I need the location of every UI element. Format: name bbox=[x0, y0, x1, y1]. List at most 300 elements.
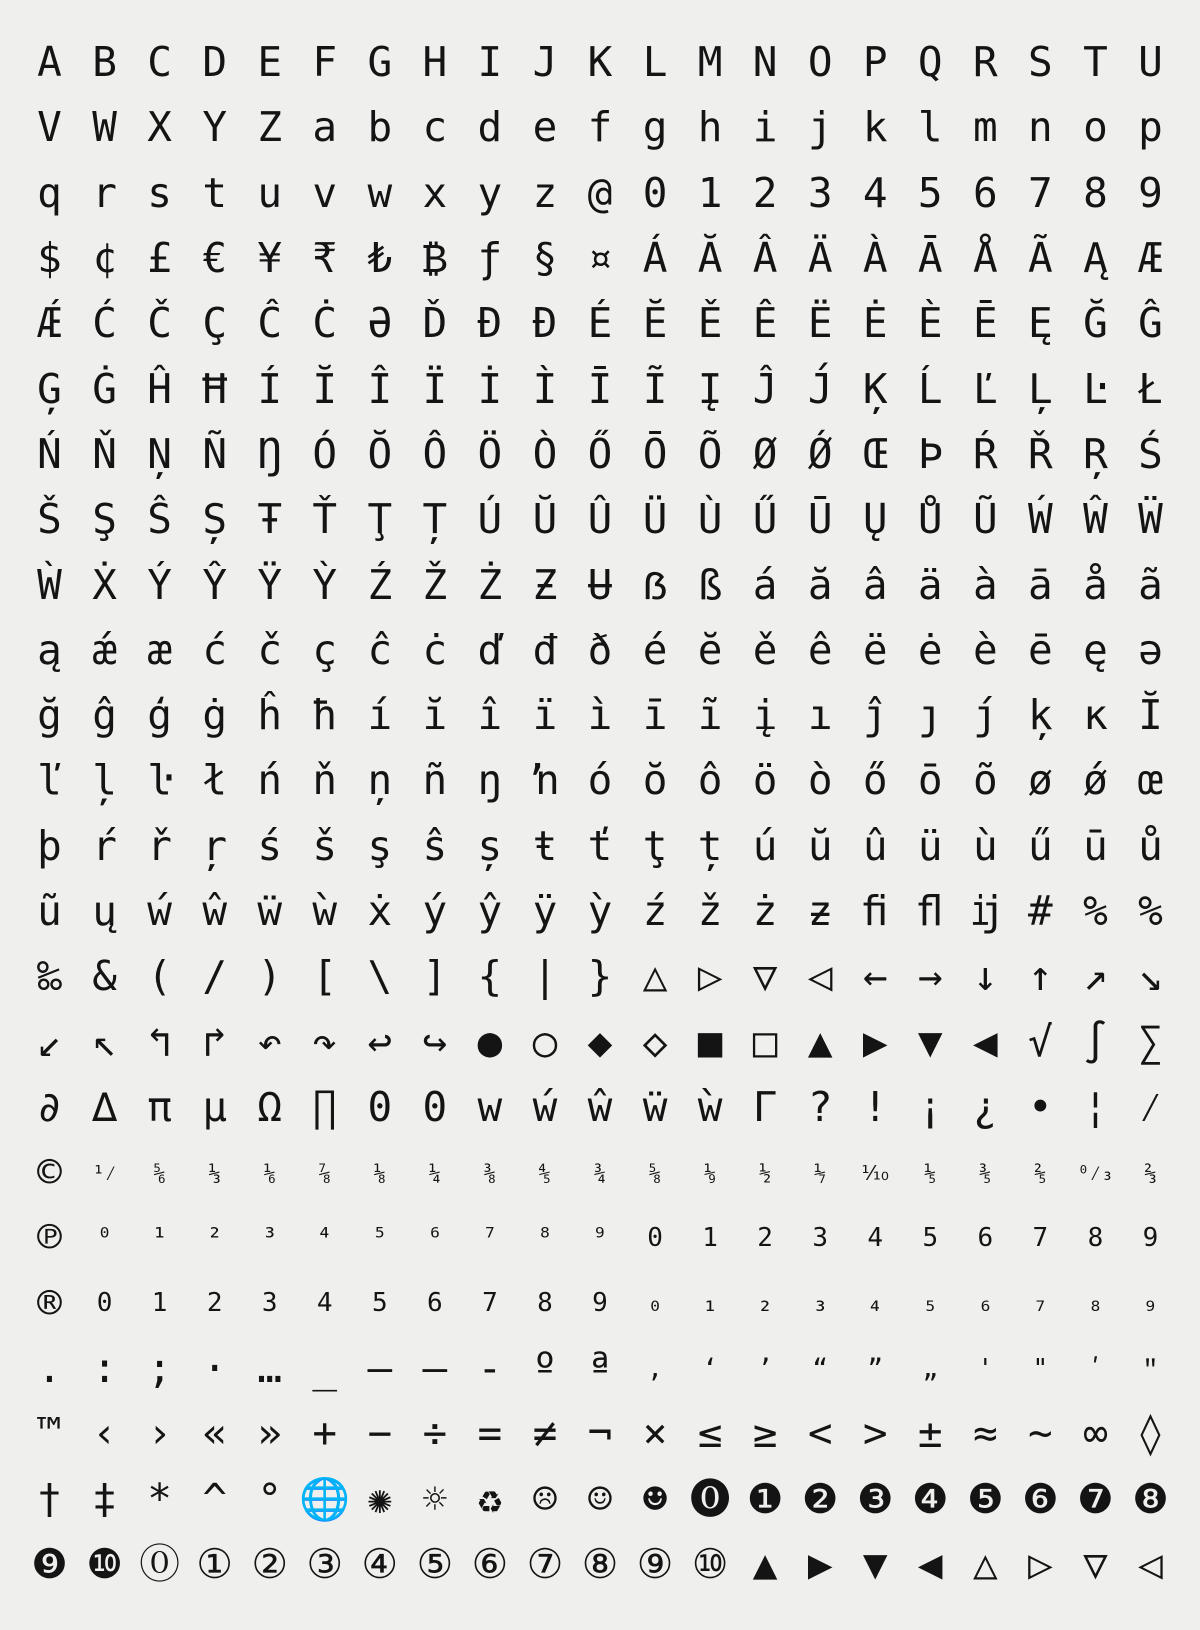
glyph-cell: € bbox=[202, 234, 227, 283]
glyph-cell: ǽ bbox=[92, 625, 117, 674]
glyph-cell: ❻ bbox=[1021, 1474, 1059, 1523]
glyph-cell: Å bbox=[972, 234, 998, 283]
glyph-cell: ô bbox=[697, 756, 723, 805]
glyph-cell: ℗ bbox=[37, 1213, 62, 1262]
glyph-cell: ﬂ bbox=[917, 887, 943, 935]
glyph-cell: ∏ bbox=[312, 1082, 338, 1131]
glyph-cell: ə bbox=[1138, 625, 1163, 674]
glyph-cell: k bbox=[862, 103, 888, 152]
glyph-cell: ♻ bbox=[477, 1474, 503, 1523]
glyph-cell: ₆ bbox=[977, 1288, 994, 1319]
glyph-cell: Ë bbox=[807, 299, 833, 348]
glyph-cell: å bbox=[1083, 560, 1108, 609]
glyph-cell: ů bbox=[1138, 821, 1163, 870]
glyph-cell: • bbox=[1028, 1082, 1053, 1131]
glyph-cell: ë bbox=[862, 625, 888, 674]
glyph-cell: Ų bbox=[862, 495, 888, 544]
glyph-cell: £ bbox=[147, 234, 172, 283]
glyph-cell: $ bbox=[37, 234, 62, 283]
glyph-cell: Ț bbox=[422, 495, 448, 544]
glyph-cell: ◁ bbox=[807, 952, 833, 1001]
glyph-cell: 0 bbox=[96, 1288, 113, 1319]
glyph-cell: ĭ bbox=[422, 691, 448, 740]
glyph-cell: Ū bbox=[807, 495, 833, 544]
glyph-cell: 9 bbox=[1142, 1222, 1159, 1253]
glyph-cell: U bbox=[1138, 38, 1163, 87]
glyph-cell: ± bbox=[917, 1409, 943, 1458]
glyph-cell: ↶ bbox=[257, 1017, 283, 1066]
glyph-cell: Ö bbox=[477, 429, 503, 478]
glyph-cell: î bbox=[477, 691, 503, 740]
glyph-cell: ■ bbox=[697, 1017, 723, 1066]
glyph-cell: Þ bbox=[917, 429, 943, 478]
glyph-cell: : bbox=[92, 1344, 117, 1393]
glyph-cell: Ğ bbox=[1083, 299, 1108, 348]
glyph-cell: ~ bbox=[1028, 1409, 1053, 1458]
glyph-cell: Ș bbox=[202, 495, 227, 544]
glyph-cell: Ħ bbox=[202, 364, 227, 413]
glyph-cell: Ĭ bbox=[1138, 691, 1163, 740]
glyph-cell: Â bbox=[752, 234, 778, 283]
glyph-cell: g bbox=[642, 103, 668, 152]
glyph-cell: h bbox=[697, 103, 723, 152]
glyph-cell: ŕ bbox=[92, 821, 117, 870]
glyph-cell: ← bbox=[862, 952, 888, 1001]
glyph-cell: 3 bbox=[261, 1288, 278, 1319]
glyph-cell: ▲ bbox=[752, 1539, 778, 1588]
glyph-cell: ļ bbox=[92, 756, 117, 805]
glyph-cell: { bbox=[477, 952, 503, 1001]
glyph-cell: ( bbox=[147, 952, 172, 1001]
glyph-cell: Ĺ bbox=[917, 364, 943, 413]
glyph-cell: ņ bbox=[367, 756, 393, 805]
glyph-cell: √ bbox=[1028, 1017, 1053, 1066]
glyph-cell: É bbox=[587, 299, 613, 348]
glyph-cell: ß bbox=[697, 560, 723, 609]
glyph-cell: ŉ bbox=[532, 756, 558, 805]
glyph-cell: ﬁ bbox=[862, 887, 888, 935]
glyph-cell: 6 bbox=[427, 1288, 443, 1319]
glyph-cell: E bbox=[257, 38, 283, 87]
glyph-cell: ŵ bbox=[587, 1082, 613, 1131]
glyph-cell: Ł bbox=[1138, 364, 1163, 413]
glyph-cell: ť bbox=[587, 821, 613, 870]
glyph-cell: ÷ bbox=[422, 1409, 448, 1458]
glyph-cell: _ bbox=[312, 1344, 338, 1393]
glyph-cell: 4 bbox=[316, 1288, 333, 1319]
glyph-cell: Z bbox=[257, 103, 283, 152]
glyph-cell: Ŕ bbox=[972, 429, 998, 478]
glyph-cell: ⓪ bbox=[139, 1539, 181, 1588]
glyph-cell: ! bbox=[862, 1082, 888, 1131]
glyph-cell: ↗ bbox=[1083, 952, 1108, 1001]
glyph-cell: ‰ bbox=[37, 952, 62, 1001]
glyph-cell: ○ bbox=[532, 1017, 558, 1066]
glyph-cell: ⓿ bbox=[689, 1474, 731, 1523]
glyph-cell: ĕ bbox=[697, 625, 723, 674]
glyph-cell: ù bbox=[972, 821, 998, 870]
glyph-cell: ǿ bbox=[1083, 756, 1108, 805]
glyph-cell: Ä bbox=[807, 234, 833, 283]
glyph-cell: Ñ bbox=[202, 429, 227, 478]
glyph-cell: V bbox=[37, 103, 62, 152]
glyph-cell: ⁶ bbox=[427, 1222, 443, 1253]
glyph-cell: ø bbox=[1028, 756, 1053, 805]
glyph-cell: ] bbox=[422, 952, 448, 1001]
glyph-cell: I bbox=[477, 38, 503, 87]
glyph-cell: Ę bbox=[1028, 299, 1053, 348]
glyph-cell: Ç bbox=[202, 299, 227, 348]
glyph-cell: Ċ bbox=[312, 299, 338, 348]
glyph-cell: ķ bbox=[1028, 691, 1053, 740]
glyph-cell: Ż bbox=[477, 560, 503, 609]
glyph-cell: 8 bbox=[537, 1288, 553, 1319]
glyph-cell: 5 bbox=[922, 1222, 939, 1253]
glyph-cell: ‹ bbox=[92, 1409, 117, 1458]
glyph-cell: ⅕ bbox=[924, 1160, 937, 1185]
glyph-cell: Ẁ bbox=[37, 560, 62, 609]
glyph-cell: ń bbox=[257, 756, 283, 805]
glyph-cell: ⁵ bbox=[371, 1222, 388, 1253]
glyph-cell: ↩ bbox=[367, 1017, 393, 1066]
glyph-cell: ẅ bbox=[642, 1082, 668, 1131]
glyph-cell: Ẋ bbox=[92, 560, 117, 609]
glyph-cell: — bbox=[422, 1344, 448, 1393]
glyph-cell: ≠ bbox=[532, 1409, 558, 1458]
glyph-cell: @ bbox=[587, 168, 613, 217]
glyph-cell: ₺ bbox=[367, 234, 393, 283]
glyph-cell: ₂ bbox=[757, 1288, 773, 1319]
glyph-cell: ā bbox=[1028, 560, 1053, 609]
glyph-cell: Ÿ bbox=[257, 560, 283, 609]
glyph-cell: ▼ bbox=[862, 1539, 888, 1588]
glyph-cell: ◆ bbox=[587, 1017, 613, 1066]
glyph-cell: ⑧ bbox=[581, 1539, 619, 1588]
glyph-cell: ³ bbox=[261, 1222, 278, 1253]
glyph-cell: Ù bbox=[697, 495, 723, 544]
glyph-cell: Ẅ bbox=[1138, 495, 1163, 544]
glyph-cell: ẋ bbox=[367, 887, 393, 935]
glyph-cell: ¥ bbox=[257, 234, 283, 283]
glyph-cell: ẃ bbox=[532, 1082, 558, 1131]
glyph-cell: ä bbox=[917, 560, 943, 609]
glyph-cell: ⅞ bbox=[318, 1160, 331, 1185]
glyph-cell: ❾ bbox=[31, 1539, 68, 1588]
glyph-cell: O bbox=[807, 38, 833, 87]
glyph-cell: „ bbox=[922, 1353, 939, 1384]
glyph-specimen-grid bbox=[22, 30, 1178, 1597]
glyph-cell: ¢ bbox=[92, 234, 117, 283]
glyph-cell: › bbox=[147, 1409, 172, 1458]
glyph-cell: ∆ bbox=[92, 1082, 117, 1131]
glyph-cell: 8 bbox=[1087, 1222, 1104, 1253]
glyph-cell: + bbox=[312, 1409, 338, 1458]
glyph-cell: ◀ bbox=[917, 1539, 943, 1588]
glyph-cell: K bbox=[587, 38, 613, 87]
glyph-cell: ç bbox=[312, 625, 338, 674]
glyph-cell: ü bbox=[917, 821, 943, 870]
glyph-cell: ☼ bbox=[422, 1474, 448, 1523]
glyph-cell: ĸ bbox=[1083, 691, 1108, 740]
glyph-cell: ŭ bbox=[807, 821, 833, 870]
glyph-cell: ₀ bbox=[647, 1288, 663, 1319]
glyph-cell: 0 bbox=[647, 1222, 663, 1253]
glyph-cell: > bbox=[862, 1409, 888, 1458]
glyph-cell: ʹ bbox=[1087, 1353, 1104, 1384]
glyph-cell: ∂ bbox=[37, 1082, 62, 1131]
glyph-cell: Ő bbox=[587, 429, 613, 478]
glyph-cell: 1 bbox=[697, 168, 723, 217]
glyph-cell: ř bbox=[147, 821, 172, 870]
glyph-cell: ⁄ bbox=[1138, 1082, 1163, 1131]
glyph-cell: ⁷ bbox=[482, 1222, 498, 1253]
glyph-cell: ④ bbox=[361, 1539, 399, 1588]
glyph-cell: ¦ bbox=[1083, 1082, 1108, 1131]
glyph-cell: Ĩ bbox=[642, 364, 668, 413]
glyph-cell: ľ bbox=[37, 756, 62, 805]
glyph-cell: Ă bbox=[697, 234, 723, 283]
glyph-cell: ć bbox=[202, 625, 227, 674]
glyph-cell: ⅗ bbox=[979, 1160, 992, 1185]
glyph-cell: Ć bbox=[92, 299, 117, 348]
glyph-cell: Õ bbox=[697, 429, 723, 478]
glyph-cell: } bbox=[587, 952, 613, 1001]
glyph-cell: 4 bbox=[867, 1222, 884, 1253]
glyph-cell: o bbox=[1083, 103, 1108, 152]
glyph-cell: ĉ bbox=[367, 625, 393, 674]
glyph-cell: → bbox=[917, 952, 943, 1001]
glyph-cell: ð bbox=[587, 625, 613, 674]
glyph-cell: â bbox=[862, 560, 888, 609]
glyph-cell: N bbox=[752, 38, 778, 87]
glyph-cell: W bbox=[92, 103, 117, 152]
glyph-cell: X bbox=[147, 103, 172, 152]
glyph-cell: G bbox=[367, 38, 393, 87]
glyph-cell: ű bbox=[1028, 821, 1053, 870]
glyph-cell: ✺ bbox=[367, 1474, 393, 1523]
glyph-cell: Ŀ bbox=[1083, 364, 1108, 413]
glyph-cell: ▽ bbox=[752, 952, 778, 1001]
glyph-cell: 3 bbox=[812, 1222, 828, 1253]
glyph-cell: Ø bbox=[752, 429, 778, 478]
glyph-cell: Q bbox=[917, 38, 943, 87]
glyph-cell: ∑ bbox=[1138, 1017, 1163, 1066]
glyph-cell: s bbox=[147, 168, 172, 217]
glyph-cell: Ü bbox=[642, 495, 668, 544]
glyph-cell: ĝ bbox=[92, 691, 117, 740]
glyph-cell: Ē bbox=[972, 299, 998, 348]
glyph-cell: ❽ bbox=[1132, 1474, 1169, 1523]
glyph-cell: ⁰⁄₃ bbox=[1077, 1160, 1114, 1185]
glyph-cell: ₉ bbox=[1142, 1288, 1159, 1319]
glyph-cell: ŵ bbox=[202, 887, 227, 935]
glyph-cell: J bbox=[532, 38, 558, 87]
glyph-cell: ◇ bbox=[642, 1017, 668, 1066]
glyph-cell: % bbox=[1138, 887, 1163, 935]
glyph-cell: ◊ bbox=[1138, 1409, 1163, 1458]
glyph-cell: Ľ bbox=[972, 364, 998, 413]
glyph-cell: T bbox=[1083, 38, 1108, 87]
glyph-cell: Ļ bbox=[1028, 364, 1053, 413]
glyph-cell: B bbox=[92, 38, 117, 87]
glyph-cell: 2 bbox=[206, 1288, 223, 1319]
glyph-cell: ↪ bbox=[422, 1017, 448, 1066]
glyph-cell: Ï bbox=[422, 364, 448, 413]
glyph-cell: / bbox=[202, 952, 227, 1001]
glyph-cell: L bbox=[642, 38, 668, 87]
glyph-cell: Ĉ bbox=[257, 299, 283, 348]
glyph-cell: ȷ́ bbox=[972, 691, 998, 740]
glyph-cell: é bbox=[642, 625, 668, 674]
glyph-cell: 5 bbox=[917, 168, 943, 217]
glyph-cell: ź bbox=[642, 887, 668, 935]
glyph-cell: i bbox=[752, 103, 778, 152]
glyph-cell: 1 bbox=[151, 1288, 168, 1319]
glyph-cell: ) bbox=[257, 952, 283, 1001]
glyph-cell: ĳ bbox=[972, 887, 998, 935]
glyph-cell: đ bbox=[532, 625, 558, 674]
glyph-cell: ❺ bbox=[966, 1474, 1004, 1523]
glyph-cell: ③ bbox=[306, 1539, 344, 1588]
glyph-cell: ẅ bbox=[257, 887, 283, 935]
glyph-cell: ↓ bbox=[972, 952, 998, 1001]
glyph-cell: ŷ bbox=[477, 887, 503, 935]
glyph-cell: ī bbox=[642, 691, 668, 740]
glyph-cell: A bbox=[37, 38, 62, 87]
glyph-cell: č bbox=[257, 625, 283, 674]
glyph-cell: ⅐ bbox=[814, 1160, 827, 1185]
glyph-cell: º bbox=[532, 1344, 558, 1393]
glyph-cell: ❷ bbox=[801, 1474, 839, 1523]
glyph-cell: 2 bbox=[752, 168, 778, 217]
glyph-cell: ⁰ bbox=[96, 1222, 113, 1253]
glyph-cell: · bbox=[202, 1344, 227, 1393]
glyph-cell: ŝ bbox=[422, 821, 448, 870]
glyph-cell: Ə bbox=[367, 299, 393, 348]
glyph-cell: ₄ bbox=[867, 1288, 884, 1319]
glyph-cell: ▽ bbox=[1083, 1539, 1108, 1588]
glyph-cell: þ bbox=[37, 821, 62, 870]
glyph-cell: × bbox=[642, 1409, 668, 1458]
glyph-cell: ⅖ bbox=[1034, 1160, 1047, 1185]
glyph-cell: ▼ bbox=[917, 1017, 943, 1066]
glyph-cell: , bbox=[647, 1353, 663, 1384]
glyph-cell: ↙ bbox=[37, 1017, 62, 1066]
glyph-cell: Ť bbox=[312, 495, 338, 544]
glyph-cell: ☻ bbox=[642, 1474, 668, 1523]
glyph-cell: ▶ bbox=[807, 1539, 833, 1588]
glyph-cell: ⑦ bbox=[526, 1539, 564, 1588]
glyph-cell: 7 bbox=[482, 1288, 498, 1319]
glyph-cell: ₁ bbox=[702, 1288, 718, 1319]
glyph-cell: ē bbox=[1028, 625, 1053, 674]
glyph-cell: ž bbox=[697, 887, 723, 935]
glyph-cell: ⅚ bbox=[153, 1160, 166, 1185]
glyph-cell: Į bbox=[697, 364, 723, 413]
glyph-cell: ⅔ bbox=[1144, 1160, 1157, 1185]
glyph-cell: Ą bbox=[1083, 234, 1108, 283]
glyph-cell: * bbox=[147, 1474, 172, 1523]
glyph-cell: f bbox=[587, 103, 613, 152]
glyph-cell: Á bbox=[642, 234, 668, 283]
glyph-cell: Ķ bbox=[862, 364, 888, 413]
glyph-cell: . bbox=[37, 1344, 62, 1393]
glyph-cell: 0 bbox=[422, 1082, 448, 1131]
glyph-cell: ŏ bbox=[642, 756, 668, 805]
glyph-cell: ẃ bbox=[147, 887, 172, 935]
glyph-cell: ° bbox=[257, 1474, 283, 1523]
glyph-cell: ę bbox=[1083, 625, 1108, 674]
glyph-cell: ż bbox=[752, 887, 778, 935]
glyph-cell: ï bbox=[532, 691, 558, 740]
glyph-cell: △ bbox=[972, 1539, 998, 1588]
glyph-cell: q bbox=[37, 168, 62, 217]
glyph-cell: ų bbox=[92, 887, 117, 935]
glyph-cell: õ bbox=[972, 756, 998, 805]
glyph-cell: á bbox=[752, 560, 778, 609]
glyph-cell: Ā bbox=[917, 234, 943, 283]
glyph-cell: S bbox=[1028, 38, 1053, 87]
glyph-cell: Ó bbox=[312, 429, 338, 478]
glyph-cell: ⅙ bbox=[263, 1160, 276, 1185]
glyph-cell: µ bbox=[202, 1082, 227, 1131]
glyph-cell: ◀ bbox=[972, 1017, 998, 1066]
glyph-cell: Ŷ bbox=[202, 560, 227, 609]
glyph-cell: Ň bbox=[92, 429, 117, 478]
glyph-cell: ½ bbox=[759, 1160, 772, 1185]
glyph-cell: ď bbox=[477, 625, 503, 674]
glyph-cell: 6 bbox=[972, 168, 998, 217]
glyph-cell: Ž bbox=[422, 560, 448, 609]
glyph-cell: ň bbox=[312, 756, 338, 805]
glyph-cell: ⅒ bbox=[861, 1160, 889, 1185]
glyph-cell: Ú bbox=[477, 495, 503, 544]
glyph-cell: Ţ bbox=[367, 495, 393, 544]
glyph-cell: ▶ bbox=[862, 1017, 888, 1066]
glyph-cell: Ô bbox=[422, 429, 448, 478]
glyph-cell: ≥ bbox=[752, 1409, 778, 1458]
glyph-cell: Č bbox=[147, 299, 172, 348]
glyph-cell: ẁ bbox=[697, 1082, 723, 1131]
glyph-cell: ţ bbox=[642, 821, 668, 870]
glyph-cell: R bbox=[972, 38, 998, 87]
glyph-cell: ↱ bbox=[202, 1017, 227, 1066]
glyph-cell: ț bbox=[697, 821, 723, 870]
glyph-cell: Ẃ bbox=[1028, 495, 1053, 544]
glyph-cell: l bbox=[917, 103, 943, 152]
glyph-cell: ☹ bbox=[532, 1474, 558, 1523]
glyph-cell: ¹⁄ bbox=[92, 1160, 117, 1185]
glyph-cell: ‡ bbox=[92, 1474, 117, 1523]
glyph-cell: Ĭ bbox=[312, 364, 338, 413]
glyph-cell: ª bbox=[587, 1344, 613, 1393]
glyph-cell: ∫ bbox=[1083, 1017, 1108, 1066]
glyph-cell: ▲ bbox=[807, 1017, 833, 1066]
glyph-cell: ≤ bbox=[697, 1409, 723, 1458]
glyph-cell: Š bbox=[37, 495, 62, 544]
glyph-cell: ÿ bbox=[532, 887, 558, 935]
glyph-cell: ƒ bbox=[477, 234, 503, 283]
glyph-cell: ė bbox=[917, 625, 943, 674]
glyph-cell: ¡ bbox=[917, 1082, 943, 1131]
glyph-cell: ™ bbox=[37, 1409, 62, 1458]
glyph-cell: Ê bbox=[752, 299, 778, 348]
glyph-cell: ₈ bbox=[1087, 1288, 1104, 1319]
glyph-cell: % bbox=[1083, 887, 1108, 935]
glyph-cell: Ş bbox=[92, 495, 117, 544]
glyph-cell: Ý bbox=[147, 560, 172, 609]
glyph-cell: r bbox=[92, 168, 117, 217]
